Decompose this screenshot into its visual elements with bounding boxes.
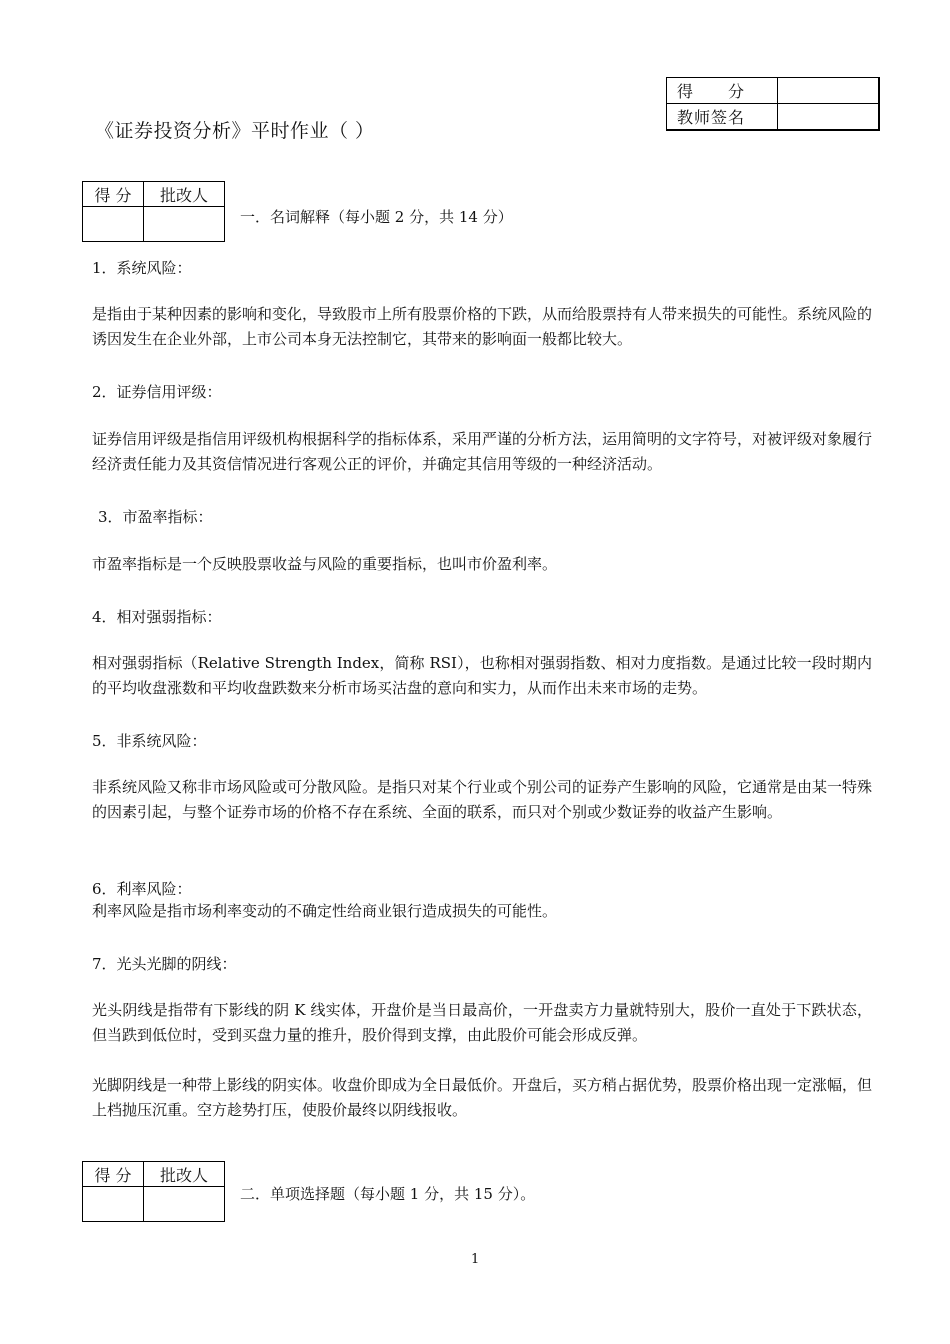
section-2-grader-label: 批改人 <box>144 1162 225 1187</box>
answer-paragraph: 是指由于某种因素的影响和变化，导致股市上所有股票价格的下跌，从而给股票持有人带来损失的可能性。系统风险的诱因发生在企业外部，上市公司本身无法控制它，其带来的影响面一般都比较大。 <box>92 305 873 348</box>
signature-label: 教师签名 <box>667 104 778 131</box>
section-1-score-box <box>82 181 225 242</box>
score-signature-table <box>666 77 880 131</box>
question-label: 5．非系统风险： <box>92 732 207 750</box>
section-2-score-cell <box>83 1187 144 1222</box>
section-1-heading: 一．名词解释（每小题 2 分，共 14 分） <box>240 208 513 226</box>
section-1-score-cell <box>83 207 144 242</box>
question-label: 7．光头光脚的阴线： <box>92 955 237 973</box>
question-label: 2．证券信用评级： <box>92 383 222 401</box>
signature-cell <box>778 104 880 131</box>
document-title: 《证券投资分析》平时作业（ ） <box>95 120 375 142</box>
answer-paragraph: 利率风险是指市场利率变动的不确定性给商业银行造成损失的可能性。 <box>92 902 558 920</box>
page-number: 1 <box>471 1252 480 1267</box>
section-2-grader-cell <box>144 1187 225 1222</box>
section-2-score-label: 得 分 <box>83 1162 144 1187</box>
question-label: 1．系统风险： <box>92 259 192 277</box>
answer-paragraph: 光头阴线是指带有下影线的阴 K 线实体，开盘价是当日最高价，一开盘卖方力量就特别大，股价一直处于下跌状态，但当跌到低位时，受到买盘力量的推升，股价得到支撑，由此股价可能会形成反弹。 <box>92 1001 872 1044</box>
answer-paragraph: 光脚阴线是一种带上影线的阴实体。收盘价即成为全日最低价。开盘后，买方稍占据优势，股票价格出现一定涨幅，但上档抛压沉重。空方趁势打压，使股价最终以阴线报收。 <box>92 1076 873 1119</box>
question-label: 4．相对强弱指标： <box>92 608 222 626</box>
answer-paragraph: 市盈率指标是一个反映股票收益与风险的重要指标，也叫市价盈利率。 <box>92 555 558 573</box>
section-1-grader-cell <box>144 207 225 242</box>
section-1-grader-label: 批改人 <box>144 182 225 207</box>
score-label: 得 分 <box>667 78 778 104</box>
section-2-score-box <box>82 1161 225 1222</box>
question-label: 3．市盈率指标： <box>98 508 213 526</box>
section-2-heading: 二．单项选择题（每小题 1 分，共 15 分）。 <box>240 1185 536 1203</box>
answer-paragraph: 证券信用评级是指信用评级机构根据科学的指标体系，采用严谨的分析方法，运用简明的文字符号，对被评级对象履行经济责任能力及其资信情况进行客观公正的评价，并确定其信用等级的一种经济活动。 <box>92 430 873 473</box>
answer-paragraph: 相对强弱指标（Relative Strength Index，简称 RSI），也称相对强弱指数、相对力度指数。是通过比较一段时期内的平均收盘涨数和平均收盘跌数来分析市场买沽盘的意向和实力，从而作出未来市场的走势。 <box>92 654 872 697</box>
question-label: 6．利率风险： <box>92 880 192 898</box>
section-1-score-label: 得 分 <box>83 182 144 207</box>
score-cell <box>778 78 880 104</box>
answer-paragraph: 非系统风险又称非市场风险或可分散风险。是指只对某个行业或个别公司的证券产生影响的风险，它通常是由某一特殊的因素引起，与整个证券市场的价格不存在系统、全面的联系，而只对个别或少数证券的收益产生影响。 <box>92 778 873 821</box>
